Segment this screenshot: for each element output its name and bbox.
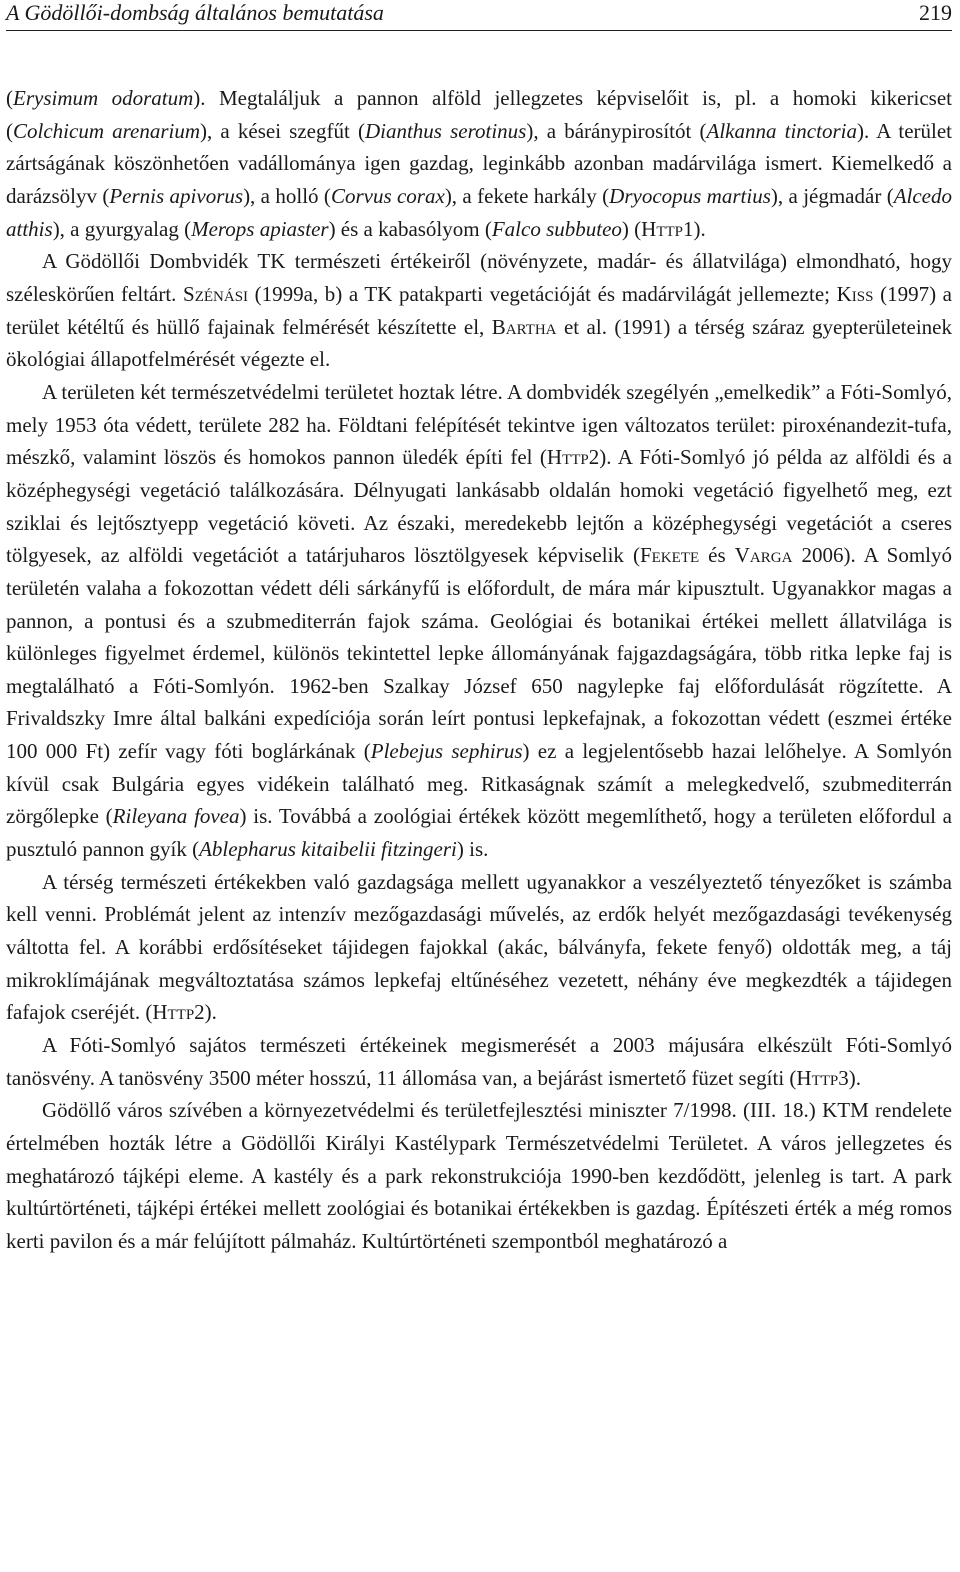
text-run: 2). A Fóti-Somlyó jó példa az alföldi és a középhegységi vegetáció találkozására. Délnyugati lankásabb oldalán homoki vegetáció figyelhető meg, ezt sziklai és lejtősztyepp vegetáció követi. Az északi, meredekebb lejtőn a középhegységi vegetációt a cseres tölgyesek, az alföldi vegetációt a tatárjuharos lösztölgyesek képviselik (	[6, 445, 952, 568]
text-run: 3).	[838, 1065, 861, 1090]
smallcaps-ref: Varga	[734, 543, 793, 568]
text-run: ) ez a legjelentősebb hazai lelőhelye. A Somlyón kívül csak Bulgária egyes vidékein található meg. Ritkaságnak számít a melegkedvelő, szubmediterrán zörgőlepke (	[6, 739, 952, 829]
text-run: A térség természeti értékekben való gazdagsága mellett ugyanakkor a veszélyeztető tényezőket is számba kell venni. Problémát jelent az intenzív mezőgazdasági művelés, az erdők helyét mezőgazdasági tevékenység váltotta fel. A korábbi erdősítéseket tájidegen fajokkal (akác, bálványfa, fekete fenyő) oldották meg, a táj mikroklímájának megváltoztatása számos lepkefaj eltűnéséhez vezetett, néhány éve megkezdték a tájidegen fafajok cseréjét. (	[6, 869, 952, 1025]
text-run: ) (	[621, 216, 642, 241]
text-run: ), a jégmadár (	[770, 183, 894, 208]
text-run: 2).	[194, 1000, 217, 1025]
paragraph	[6, 1094, 952, 1257]
italic-term: Merops apiaster	[191, 216, 329, 241]
italic-term: Erysimum odoratum	[13, 86, 194, 110]
italic-term: Plebejus sephirus	[370, 739, 523, 764]
text-run: ), a kései szegfűt (	[200, 118, 365, 143]
smallcaps-ref: Bartha	[491, 314, 557, 339]
italic-term: Alkanna tinctoria	[706, 118, 857, 143]
text-run: ) és a kabasólyom (	[328, 216, 492, 241]
text-run: (1999a, b) a TK patakparti vegetációját és madárvilágát jellemezte;	[248, 281, 837, 306]
running-title: A Gödöllői-dombság általános bemutatása	[6, 0, 384, 25]
italic-term: Dryocopus martius	[609, 183, 771, 208]
paragraph	[6, 866, 952, 1029]
text-run: és	[699, 543, 735, 568]
text-run: ). A terület zártságának köszönhetően vadállománya igen gazdag, leginkább azonban madárvilága ismert. Kiemelkedő a darázsölyv (	[6, 118, 952, 208]
text-run: et al. (1991) a térség száraz gyepterületeinek ökológiai állapotfelmérését végezte el.	[6, 314, 952, 372]
italic-term: Ablepharus kitaibelii fitzingeri	[199, 837, 457, 862]
italic-term: Pernis apivorus	[109, 183, 244, 208]
italic-term: Alcedo atthis	[6, 183, 953, 241]
text-run: (1997) a terület kétéltű és hüllő fajainak felmérését készítette el,	[6, 281, 952, 339]
text-run: 2006). A Somlyó területén valaha a fokozottan védett déli sárkányfű is előfordult, de mára már kipusztult. Ugyanakkor magas a pannon, a pontusi és a szubmediterrán fajok száma. Geológiai és botanikai értékei mellett állatvilága is különleges figyelmet érdemel, különös tekintettel lepke állományának fajgazdagságára, több ritka lepke faj is megtalálható a Fóti-Somlyón. 1962-ben Szalkay József 650 nagylepke faj előfordulását rögzítette. A Frivaldszky Imre által balkáni expedíciója során leírt pontusi lepkefajnak, a fokozottan védett (eszmei értéke 100 000 Ft) zefír vagy fóti boglárkának (	[6, 543, 952, 764]
text-run: (	[6, 86, 13, 110]
text-run: A Fóti-Somlyó sajátos természeti értékeinek megismerését a 2003 májusára elkészült Fóti-Somlyó tanösvény. A tanösvény 3500 méter hosszú, 11 állomása van, a bejárást ismertető füzet segíti (	[6, 1033, 952, 1090]
italic-term: Colchicum arenarium	[13, 118, 201, 143]
text-run: Gödöllő város szívében a környezetvédelmi és területfejlesztési miniszter 7/1998. (III. 18.) KTM rendelete értelmében hozták létre a Gödöllői Királyi Kastélypark Természetvédelmi Területet. A város jellegzetes és meghatározó tájképi eleme. A kastély és a park rekonstrukciója 1990-ben kezdődött, jelenleg is tart. A park kultúrtörténeti, tájképi értékei mellett zoológiai és botanikai értékekben is gazdag. Építészeti érték a még romos kerti pavilon és a már felújított pálmaház. Kultúrtörténeti szempontból meghatározó a	[6, 1098, 952, 1253]
smallcaps-ref: Kiss	[836, 281, 874, 306]
paragraph	[6, 82, 952, 245]
body-text	[6, 82, 952, 1258]
text-run: ), a báránypirosítót (	[526, 118, 707, 143]
italic-term: Falco subbuteo	[491, 216, 622, 241]
italic-term: Dianthus serotinus	[364, 118, 527, 143]
smallcaps-ref: Http	[546, 445, 589, 470]
running-header	[6, 0, 952, 31]
smallcaps-ref: Fekete	[639, 543, 700, 568]
text-run: ), a fekete harkály (	[444, 183, 610, 208]
text-run: ). Megtaláljuk a pannon alföld jellegzetes képviselőit is, pl. a homoki kikericset (	[6, 86, 952, 143]
text-run: A területen két természetvédelmi területet hoztak létre. A dombvidék szegélyén „emelkedik” a Fóti-Somlyó, mely 1953 óta védett, területe 282 ha. Földtani felépítését tekintve igen változatos terület: piroxénandezit-tufa, mészkő, valamint löszös és homokos pannon üledék építi fel (	[6, 379, 952, 470]
text-run: ), a holló (	[243, 183, 331, 208]
paragraph	[6, 245, 952, 376]
smallcaps-ref: Http	[152, 1000, 195, 1025]
smallcaps-ref: Http	[641, 216, 684, 241]
paragraph	[6, 376, 952, 866]
smallcaps-ref: Szénási	[183, 281, 249, 306]
text-run: ) is. Továbbá a zoológiai értékek között megemlíthető, hogy a területen előfordul a pusztuló pannon gyík (	[6, 804, 953, 862]
italic-term: Corvus corax	[330, 183, 445, 208]
page-number: 219	[919, 0, 952, 25]
paragraph	[6, 1029, 952, 1094]
italic-term: Rileyana fovea	[112, 804, 240, 829]
text-run: 1).	[683, 216, 706, 241]
smallcaps-ref: Http	[796, 1065, 839, 1090]
text-run: A Gödöllői Dombvidék TK természeti értékeiről (növényzete, madár- és állatvilága) elmondható, hogy széleskörűen feltárt.	[6, 249, 952, 306]
text-run: ), a gyurgyalag (	[52, 216, 192, 241]
text-run: ) is.	[456, 837, 489, 862]
